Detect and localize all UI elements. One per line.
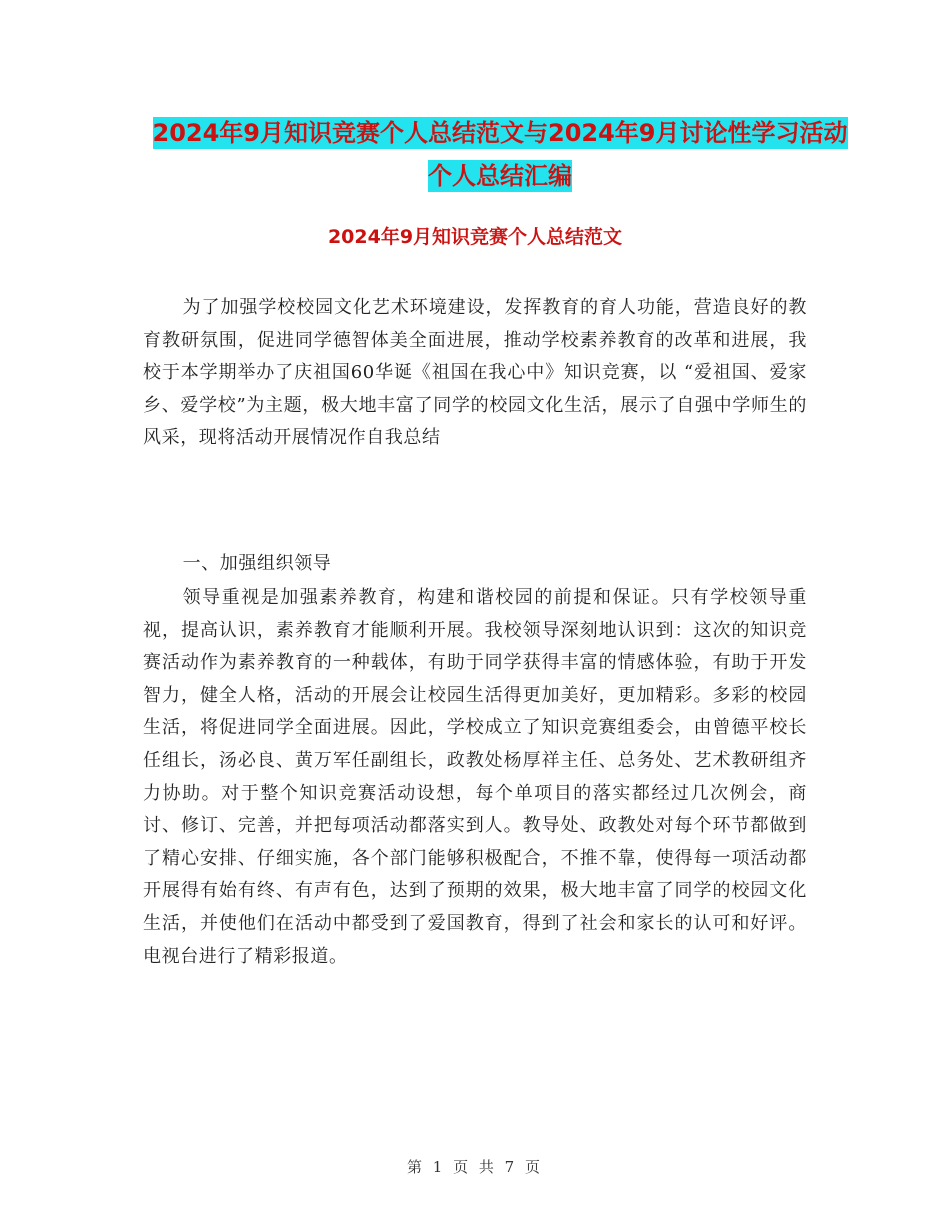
intro-paragraph: 为了加强学校校园文化艺术环境建设，发挥教育的育人功能，营造良好的教育教研氛围，促进同学德智体美全面进展，推动学校素养教育的改革和进展，我校于本学期举办了庆祖国60华诞《祖国在我心中》知识竞赛，以 “爱祖国、爱家乡、爱学校”为主题，极大地丰富了同学的校园文化生活，展示了自强中学师生的风采，现将活动开展情况作自我总结 (143, 297, 807, 449)
document-title-text: 2024年9月知识竞赛个人总结范文与2024年9月讨论性学习活动个人总结汇编 (152, 119, 848, 190)
document-title (150, 112, 850, 198)
section-title: 2024年9月知识竞赛个人总结范文 (327, 226, 623, 248)
section-heading: 一、加强组织领导 (182, 553, 332, 574)
page-number-footer: 第 1 页 共 7 页 (407, 1158, 543, 1176)
body-paragraph: 领导重视是加强素养教育，构建和谐校园的前提和保证。只有学校领导重视，提高认识，素养教育才能顺利开展。我校领导深刻地认识到：这次的知识竞赛活动作为素养教育的一种载体，有助于同学获得丰富的情感体验，有助于开发智力，健全人格，活动的开展会让校园生活得更加美好，更加精彩。多彩的校园生活，将促进同学全面进展。因此，学校成立了知识竞赛组委会，由曾德平校长任组长，汤必良、黄万军任副组长，政教处杨厚祥主任、总务处、艺术教研组齐力协助。对于整个知识竞赛活动设想，每个单项目的落实都经过几次例会，商讨、修订、完善，并把每项活动都落实到人。教导处、政教处对每个环节都做到了精心安排、仔细实施，各个部门能够积极配合，不推不靠，使得每一项活动都开展得有始有终、有声有色，达到了预期的效果，极大地丰富了同学的校园文化生活，并使他们在活动中都受到了爱国教育，得到了社会和家长的认可和好评。电视台进行了精彩报道。 (143, 587, 807, 967)
